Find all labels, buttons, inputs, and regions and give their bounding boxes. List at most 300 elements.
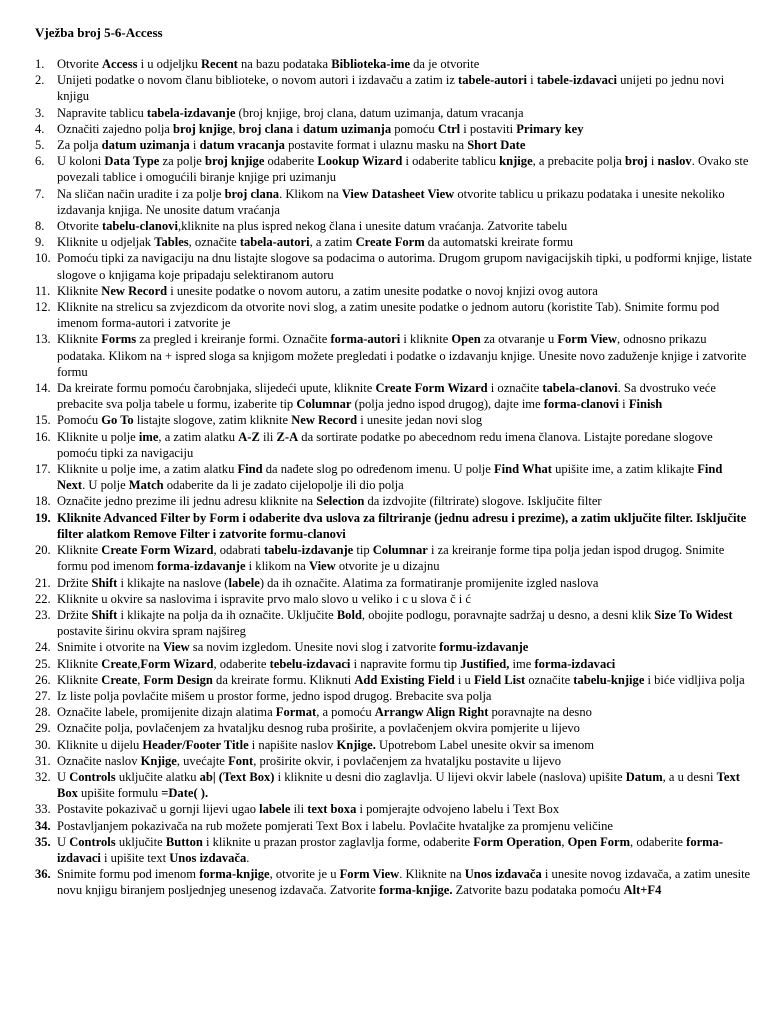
step-item [35, 769, 753, 801]
step-text-bold: Datum [625, 769, 663, 784]
step-text [57, 494, 602, 508]
step-text-run: da sortirate podatke po abecednom redu imena članova. Listajte poredane slogove pomoću tipki za navigaciju [57, 429, 713, 460]
step-text [57, 511, 746, 541]
step-text [57, 73, 724, 103]
step-item [35, 331, 753, 380]
step-text-run: , odaberite [213, 656, 270, 671]
step-text-run: Otvorite [57, 57, 102, 71]
step-text-bold: labele [228, 575, 260, 590]
step-text-bold: tabela-autori [239, 235, 310, 250]
step-text-run: Označite labele, promijenite dizajn alatima [57, 705, 276, 720]
step-text-run: U [57, 834, 70, 849]
step-text-bold: labele [259, 802, 291, 817]
step-number: 29. [35, 721, 51, 736]
step-text-run: Upotrebom Label unesite okvir sa imenom [375, 737, 595, 752]
step-text-bold: Biblioteka-ime [331, 57, 411, 71]
step-text [57, 138, 525, 152]
step-number: 12. [35, 300, 51, 315]
step-text-run: Unijeti podatke o novom članu biblioteke, o novom autori i izdavaču a zatim iz [57, 73, 459, 88]
step-text-run: . Sa dvostruko veće prebacite sva polja tabele u formu, izaberite tip [57, 381, 716, 412]
step-text-run: ,kliknite na plus ispred nekog člana i unesite datum vraćanja. Zatvorite tabelu [177, 219, 568, 234]
step-number: 28. [35, 705, 51, 720]
step-text-run: Postavite pokazivač u gornji lijevi ugao [57, 802, 260, 817]
step-number: 19. [35, 510, 51, 525]
step-text-run: sa novim izgledom. Unesite novi slog i zatvorite [189, 640, 440, 655]
step-text-bold: Form View [339, 867, 400, 882]
step-text-run: Označite jedno prezime ili jednu adresu kliknite na [57, 494, 317, 509]
step-text-bold: Format [275, 705, 317, 720]
step-text-bold: Create [101, 656, 138, 671]
step-text-run: , a pomoću [316, 705, 375, 720]
step-text [57, 673, 745, 687]
step-text-run: Označiti zajedno polja [57, 121, 174, 136]
step-text [57, 57, 479, 71]
step-number: 14. [35, 381, 51, 396]
step-text-run: ili [259, 429, 277, 444]
step-text-bold: Controls [69, 834, 116, 849]
step-text-run: . U polje [82, 478, 129, 493]
step-text-run: i označite [487, 381, 543, 396]
step-number: 5. [35, 138, 45, 153]
step-text-run: ime [509, 656, 535, 671]
step-text-bold: A-Z [238, 429, 260, 444]
step-item [35, 720, 753, 736]
step-text-run: listajte slogove, zatim kliknite [133, 413, 292, 428]
step-text-bold: datum vracanja [199, 138, 285, 153]
step-text-run: , odaberite [630, 834, 687, 849]
step-text [57, 867, 750, 897]
step-text-run: Postavljanjem pokazivača na rub možete pomjerati Text Box i labelu. Povlačite hvataljke za promjenu veličine [57, 818, 613, 833]
step-text-bold: Justified, [460, 656, 510, 671]
step-text-bold: Create [101, 672, 138, 687]
step-text [57, 640, 528, 654]
step-number: 22. [35, 591, 51, 606]
step-number: 32. [35, 769, 51, 784]
step-text-run: , [137, 672, 144, 687]
step-text [57, 721, 580, 735]
step-text-run: Kliknite u okvire sa naslovima i ispravite prvo malo slovo u veliko i c u slova č i ć [57, 591, 471, 606]
step-text-run: i kliknite u desni dio zaglavlja. U lijevi okvir labele (naslova) upišite [274, 769, 626, 784]
step-text-bold: Unos izdavača [169, 850, 247, 865]
step-text-bold: tabele-izdavaci [536, 73, 617, 88]
step-item [35, 186, 753, 218]
step-text-run: za otvaranje u [480, 332, 558, 347]
step-text-bold: Arrangw Align Right [374, 705, 489, 720]
step-text-bold: Knjige. [336, 737, 376, 752]
step-text-bold: Unos izdavača [464, 867, 542, 882]
step-item [35, 299, 753, 331]
step-text-bold: Short Date [467, 138, 526, 153]
step-text-run: i u odjeljku [137, 57, 201, 71]
step-text-run: Kliknite u dijelu [57, 737, 143, 752]
step-text-bold: Match [128, 478, 164, 493]
step-text-bold: broj clana [238, 121, 294, 136]
step-text [57, 235, 573, 249]
step-text-bold: tabelu-izdavanje [264, 543, 354, 558]
step-text-run: za pregled i kreiranje formi. Označite [136, 332, 331, 347]
step-text-run: Da kreirate formu pomoću čarobnjaka, slijedeći upute, kliknite [57, 381, 376, 396]
step-text-run: za polje [159, 154, 206, 169]
step-text [57, 819, 613, 833]
step-text-bold: tabela-clanovi [542, 381, 618, 396]
step-text [57, 251, 752, 281]
step-number: 23. [35, 607, 51, 622]
step-text-bold: forma-clanovi [543, 397, 620, 412]
step-item [35, 753, 753, 769]
step-item [35, 834, 753, 866]
step-number: 24. [35, 640, 51, 655]
step-text-bold: Recent [200, 57, 238, 71]
step-text-bold: knjige [499, 154, 533, 169]
step-text-bold: Data Type [104, 154, 160, 169]
step-item [35, 688, 753, 704]
step-text-bold: text boxa [307, 802, 357, 817]
step-text-run: odaberite [264, 154, 318, 169]
step-item [35, 461, 753, 493]
step-text-run: i klikajte na naslove ( [117, 575, 229, 590]
step-text-run: i klikom na [245, 559, 309, 574]
step-text-bold: Alt+F4 [623, 883, 662, 898]
step-text-run: i odaberite tablicu [402, 154, 500, 169]
step-text [57, 462, 722, 492]
step-text-run: Na sličan način uradite i za polje [57, 186, 225, 201]
step-text-run: da izdvojite (filtrirate) slogove. Isključite filter [364, 494, 602, 509]
step-item [35, 380, 753, 412]
step-number: 2. [35, 73, 45, 88]
step-text-bold: Form Design [143, 672, 213, 687]
step-text-bold: =Date( ). [161, 786, 209, 801]
step-text-run: Kliknite [57, 672, 102, 687]
step-text-run: postavite format i ulaznu masku na [284, 138, 468, 153]
step-text-run: Zatvorite bazu podataka pomoću [452, 883, 624, 898]
step-item [35, 234, 753, 250]
step-text-run: , odabrati [213, 543, 264, 558]
step-text-run: pomoću [391, 121, 438, 136]
step-text-run: upišite formulu [77, 786, 162, 801]
step-text [57, 738, 594, 752]
step-text-run: . [246, 850, 250, 865]
step-number: 33. [35, 802, 51, 817]
step-text-bold: ime [138, 429, 159, 444]
step-text-bold: Header/Footer Title [142, 737, 249, 752]
step-item [35, 250, 753, 282]
step-text-run: . Kliknite na [399, 867, 465, 882]
step-text-bold: Knjige [140, 753, 177, 768]
step-text-run: Držite [57, 575, 92, 590]
step-number: 3. [35, 105, 45, 120]
step-text-run: Kliknite [57, 332, 102, 347]
step-item [35, 542, 753, 574]
step-item [35, 607, 753, 639]
step-text-run: Kliknite u odjeljak [57, 235, 155, 250]
step-item [35, 801, 753, 817]
step-text-bold: View [308, 559, 336, 574]
step-text-run: i [647, 154, 658, 169]
step-item [35, 510, 753, 542]
step-number: 25. [35, 656, 51, 671]
step-text-bold: Tables [154, 235, 189, 250]
step-text-bold: View Datasheet View [341, 186, 455, 201]
step-text-bold: Access [101, 57, 138, 71]
steps-list [35, 56, 753, 899]
step-text [57, 770, 740, 800]
step-text-bold: Finish [628, 397, 663, 412]
step-text-bold: Form Wizard [140, 656, 214, 671]
step-text [57, 381, 716, 411]
step-number: 4. [35, 121, 45, 136]
step-text-bold: Field List [473, 672, 526, 687]
step-text-run: , a zatim [309, 235, 356, 250]
step-number: 30. [35, 737, 51, 752]
step-text-bold: Ctrl [437, 121, 461, 136]
step-text-bold: broj knjige [173, 121, 233, 136]
step-text-run: , obojite podlogu, poravnajte sadržaj u desno, a desni klik [361, 607, 655, 622]
step-text-run: Snimite i otvorite na [57, 640, 163, 655]
step-text-run: i unesite podatke o novom autoru, a zatim unesite podatke o novoj knjizi ovog autora [167, 283, 598, 298]
step-text-bold: Text Box [57, 769, 740, 801]
step-text-bold: naslov [657, 154, 692, 169]
step-text-bold: broj [624, 154, 648, 169]
step-number: 13. [35, 332, 51, 347]
step-text-run: i [293, 121, 303, 136]
step-text-bold: New Record [101, 283, 168, 298]
step-text-bold: formu-izdavanje [439, 640, 529, 655]
step-item [35, 493, 753, 509]
step-item [35, 429, 753, 461]
document-title: Vježba broj 5-6-Access [35, 25, 163, 40]
step-text-run: , [137, 656, 141, 671]
step-text-run: , uvećajte [176, 753, 229, 768]
step-text [57, 835, 723, 865]
step-number: 21. [35, 575, 51, 590]
step-text [57, 122, 584, 136]
step-text-bold: Bold [336, 607, 362, 622]
step-text-bold: Controls [69, 769, 116, 784]
step-text-bold: ab| (Text Box) [199, 769, 275, 784]
step-item [35, 121, 753, 137]
step-item [35, 737, 753, 753]
step-text-run: označite [525, 672, 574, 687]
step-text-bold: View [162, 640, 190, 655]
step-text-run: . Ovako ste povezali tablice i omogućili biranje knjige pri uzimanju [57, 154, 749, 185]
step-text-run: , označite [188, 235, 240, 250]
step-text-run: na bazu podataka [237, 57, 332, 71]
step-text-bold: Font [228, 753, 254, 768]
step-text-run: i [619, 397, 629, 412]
step-text-bold: Columnar [296, 397, 352, 412]
step-text-bold: Shift [91, 575, 118, 590]
step-text-bold: Form View [557, 332, 617, 347]
step-text-run: da kreirate formu. Kliknuti [212, 672, 355, 687]
step-text-run: , odnosno prikazu podataka. Klikom na + ispred sloga sa knjigom možete pregledati i podatke o izdavanju knjige. Unesite novo zaduženje knjige i zatvorite formu [57, 332, 747, 379]
step-text-bold: Columnar [372, 543, 428, 558]
step-text-run: , [561, 834, 568, 849]
step-number: 34. [35, 818, 51, 833]
step-text-run: , otvorite je u [269, 867, 340, 882]
step-text-run: i biće vidljiva polja [644, 672, 745, 687]
step-text-bold: broj knjige [205, 154, 265, 169]
step-text-bold: Shift [91, 607, 118, 622]
step-text-bold: Z-A [276, 429, 299, 444]
step-text [57, 705, 592, 719]
step-text-bold: tabelu-clanovi [101, 219, 178, 234]
step-text-bold: Go To [101, 413, 134, 428]
step-text-bold: datum uzimanja [302, 121, 392, 136]
step-number: 6. [35, 154, 45, 169]
step-text-bold: Open Form [567, 834, 631, 849]
step-text-bold: Create Form Wizard [375, 381, 488, 396]
step-text [57, 608, 733, 638]
step-text-bold: Create Form [355, 235, 425, 250]
step-text-run: Kliknite [57, 283, 102, 298]
step-text-bold: broj clana [224, 186, 280, 201]
step-number: 10. [35, 251, 51, 266]
step-text-run: i pomjerajte odvojeno labelu i Text Box [356, 802, 560, 817]
step-text [57, 576, 598, 590]
step-text [57, 154, 749, 184]
step-number: 9. [35, 235, 45, 250]
step-item [35, 639, 753, 655]
step-number: 26. [35, 672, 51, 687]
step-text-bold: forma-knjige. [378, 883, 453, 898]
step-text-bold: Create Form Wizard [101, 543, 214, 558]
step-text-run: , a zatim alatku [158, 429, 239, 444]
step-text-run: i u [454, 672, 474, 687]
step-text-run: postavite širinu okvira spram najšireg [57, 624, 246, 639]
step-item [35, 137, 753, 153]
step-text-bold: Find Next [57, 462, 723, 493]
step-text-bold: New Record [291, 413, 358, 428]
step-text-run: Kliknite u polje ime, a zatim alatku [57, 462, 238, 477]
step-text-bold: forma-izdavanje [157, 559, 246, 574]
step-text-bold: Size To Widest [654, 607, 733, 622]
step-text-run: Kliknite [57, 543, 102, 558]
step-number: 1. [35, 57, 45, 71]
step-text-run: Pomoću tipki za navigaciju na dnu listajte slogove sa podacima o autorima. Drugom grupom navigacijskih tipki, u podformi knjige, listate slogove o knjigama koje pripadaju selektiranom autoru [57, 251, 752, 282]
step-text-run: otvorite tablicu u prikazu podataka i unesite nekoliko izdavanja knjiga. Ne unosite datum vraćanja [57, 186, 725, 217]
step-number: 17. [35, 462, 51, 477]
step-text-run: i kliknite u prazan prostor zaglavlja forme, odaberite [202, 834, 474, 849]
step-number: 36. [35, 867, 51, 882]
step-text-run: Označite naslov [57, 753, 141, 768]
step-text [57, 543, 724, 573]
step-text-bold: Selection [316, 494, 365, 509]
step-text [57, 754, 561, 768]
step-text-run: upišite ime, a zatim klikajte [551, 462, 698, 477]
step-text-run: uključite [115, 834, 166, 849]
step-text-run: (broj knjige, broj clana, datum uzimanja, datum vracanja [235, 105, 524, 120]
step-text-run: i unesite jedan novi slog [357, 413, 483, 428]
step-text-run: otvorite je u dizajnu [335, 559, 440, 574]
step-text-bold: Add Existing Field [354, 672, 455, 687]
step-text-run: unijeti po jednu novi knjigu [57, 73, 725, 104]
step-text-run: U koloni [57, 154, 105, 169]
step-text-bold: tebelu-izdavaci [269, 656, 351, 671]
step-text-bold: forma-knjige [199, 867, 270, 882]
step-item [35, 704, 753, 720]
step-text-run: i upišite text [100, 850, 170, 865]
step-text [57, 300, 719, 330]
step-text-run: , a u desni [662, 769, 717, 784]
step-text-bold: Primary key [516, 121, 584, 136]
step-text-bold: Find What [493, 462, 552, 477]
step-text-run: i napišite naslov [248, 737, 337, 752]
step-text-run: i unesite novog izdavača, a zatim unesite novu knjigu biranjem posljednjeg unesenog izdavača. Zatvorite [57, 867, 751, 898]
step-text [57, 332, 746, 378]
step-text [57, 284, 598, 298]
step-text-bold: Button [165, 834, 203, 849]
step-item [35, 818, 753, 834]
step-text-bold: forma-autori [330, 332, 401, 347]
step-text-run: , proširite okvir, i povlačenjem za hvataljku postavite u lijevo [253, 753, 562, 768]
step-number: 18. [35, 494, 51, 509]
step-text-bold: forma-izdavaci [57, 834, 724, 865]
step-number: 15. [35, 413, 51, 428]
step-text-bold: tabela-izdavanje [146, 105, 236, 120]
step-text-bold: Find [237, 462, 263, 477]
step-text-run: U [57, 769, 70, 784]
step-text-run: Za polja [57, 138, 102, 153]
step-item [35, 72, 753, 104]
step-item [35, 283, 753, 299]
step-text-run: Iz liste polja povlačite mišem u prostor forme, jedno ispod drugog. Brebacite sva polja [57, 688, 492, 703]
step-text-run: ili [290, 802, 308, 817]
step-text-bold: datum uzimanja [101, 138, 190, 153]
step-text-run: da automatski kreirate formu [424, 235, 574, 250]
step-text-bold: tabele-autori [458, 73, 528, 88]
step-number: 31. [35, 753, 51, 768]
step-item [35, 656, 753, 672]
step-text [57, 219, 567, 233]
step-text-run: i kliknite [400, 332, 452, 347]
step-text-bold: forma-izdavaci [534, 656, 616, 671]
step-text-run: Pomoću [57, 413, 102, 428]
step-item [35, 218, 753, 234]
step-text-run: (polja jedno ispod drugog), dajte ime [351, 397, 544, 412]
step-text [57, 689, 492, 703]
step-text [57, 187, 725, 217]
step-text-run: i napravite formu tip [350, 656, 461, 671]
step-text-run: tip [353, 543, 373, 558]
step-item [35, 672, 753, 688]
step-text-run: uključite alatku [115, 769, 200, 784]
step-text-run: Kliknite [57, 656, 102, 671]
step-text-bold: Lookup Wizard [317, 154, 403, 169]
step-text-run: Napravite tablicu [57, 105, 147, 120]
step-text-run: odaberite da li je zadato cijelopolje ili dio polja [163, 478, 404, 493]
step-text-run: Otvorite [57, 219, 102, 234]
step-number: 20. [35, 543, 51, 558]
step-text-bold: Form Operation [473, 834, 562, 849]
step-item [35, 105, 753, 121]
step-text-run: i klikajte na polja da ih označite. Uključite [117, 607, 337, 622]
step-item [35, 591, 753, 607]
step-text [57, 592, 471, 606]
step-item [35, 153, 753, 185]
step-item [35, 412, 753, 428]
step-text [57, 413, 482, 427]
step-text-run: Kliknite u polje [57, 429, 139, 444]
step-text-run: ) da ih označite. Alatima za formatiranje promijenite izgled naslova [259, 575, 599, 590]
step-number: 16. [35, 429, 51, 444]
step-item [35, 866, 753, 898]
step-number: 35. [35, 834, 51, 849]
step-text-bold: Open [451, 332, 481, 347]
step-text [57, 657, 615, 671]
step-number: 27. [35, 688, 51, 703]
step-text-run: , [232, 121, 239, 136]
step-text-bold: Forms [101, 332, 137, 347]
